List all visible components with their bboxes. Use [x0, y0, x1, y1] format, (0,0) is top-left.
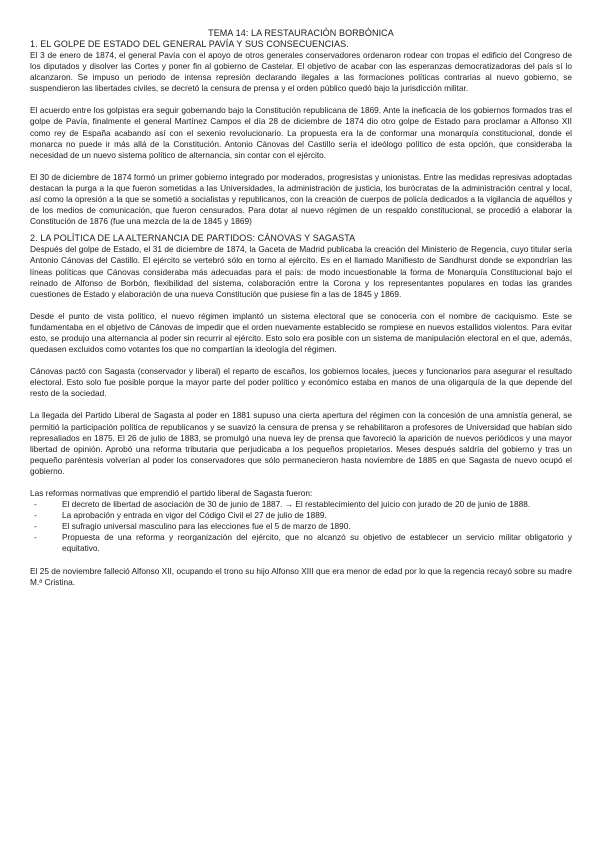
section-2-paragraph-2: Desde el punto de vista político, el nuevo régimen implantó un sistema electoral que se conocería con el nombre de caciquismo. Este se fundamentaba en el objetivo de Cánovas de impedir que el orden nuevamente establecido se rompiese en nuevos estallidos violentos. Para evitar esto, se produjo una alternancia al poder sin recurrir al ejército. Esto solo era posible con un sistema de manipulación electoral en el que, además, quedasen excluidos como votantes los que no compartían la ideología del régimen.: [30, 310, 572, 355]
section-2-list-intro: Las reformas normativas que emprendió el partido liberal de Sagasta fueron:: [30, 488, 313, 498]
closing-paragraph: El 25 de noviembre falleció Alfonso XII, ocupando el trono su hijo Alfonso XIII que era menor de edad por lo que la regencia recayó sobre su madre M.ª Cristina.: [30, 565, 572, 587]
section-1-paragraph-3: El 30 de diciembre de 1874 formó un primer gobierno integrado por moderados, progresistas y unionistas. Entre las medidas represivas adoptadas destacan la purga a la que fueron sometidas a las Universidades, la administración de justicia, los burócratas de la administración central y local, así como la opresión a la que se sometió a socialistas y republicanos, con la creación de cuerpos de policía dedicados a la vigilancia de aquéllos y de los medios de comunicación, que fueron censurados. Para dotar al nuevo régimen de un respaldo constitucional, se procedió a elaborar la Constitución de 1876 (fue una mezcla de la de 1845 y 1869): [30, 171, 572, 227]
list-item: - Propuesta de una reforma y reorganización del ejército, que no alcanzó su objetivo de establecer un servicio militar obligatorio y equitativo.: [30, 532, 572, 554]
document-page: [30, 28, 572, 588]
section-2-heading: 2. LA POLÍTICA DE LA ALTERNANCIA DE PARTIDOS: CÁNOVAS Y SAGASTA: [30, 233, 356, 244]
section-1-heading: 1. EL GOLPE DE ESTADO DEL GENERAL PAVÍA Y SUS CONSECUENCIAS.: [30, 39, 349, 49]
list-item: - La aprobación y entrada en vigor del Código Civil el 27 de julio de 1889.: [30, 510, 572, 521]
list-item: - El decreto de libertad de asociación de 30 de junio de 1887. → El restablecimiento del juicio con jurado de 20 de junio de 1888.: [30, 499, 572, 510]
section-2-paragraph-1: Después del golpe de Estado, el 31 de diciembre de 1874, la Gaceta de Madrid publicaba la creación del Ministerio de Regencia, cuyo titular sería Antonio Cánovas del Castillo. El ejército se vertebró sólo en torno al ejército. Es en el llamado Manifiesto de Sandhurst donde se expondrían las líneas políticas que Cánovas consideraba más adecuadas para el país: de modo incuestionable la forma de Monarquía Constitucional bajo el reinado de Alfonso de Borbón, flexibilidad del sistema, colaboración entre la Corona y los representantes populares en todas las grandes cuestiones de Estado y elaboración de una nueva Constitución que pusiese fin a las de 1845 y 1869.: [30, 244, 572, 299]
reforms-list: [30, 499, 572, 554]
list-item: - El sufragio universal masculino para las elecciones fue el 5 de marzo de 1890.: [30, 521, 572, 532]
section-1-paragraph-2: El acuerdo entre los golpistas era seguir gobernando bajo la Constitución republicana de 1869. Ante la ineficacia de los gobiernos formados tras el golpe de Pavía, finalmente el general Martínez Campos el día 28 de diciembre de 1874 dio otro golpe de Estado para proclamar a Alfonso XII como rey de España acabando así con el sexenio revolucionario. La propuesta era la de conformar una monarquía constitucional, donde el monarca no puede ir más allá de la Constitución. Antonio Cánovas del Castillo sería el ideólogo político de esta opción, que consideraba la necesidad de un nuevo sistema político de alternancia, sin contar con el ejército.: [30, 105, 572, 160]
section-1-paragraph-1: El 3 de enero de 1874, el general Pavía con el apoyo de otros generales conservadores ordenaron rodear con tropas el edificio del Congreso de los diputados y disolver las Cortes y poner fin al gobierno de Castelar. El objetivo de acabar con las esperanzas democratizadoras del país sí lo alcanzaron. Se impuso un periodo de intensa represión declarando ilegales a las formaciones políticas contrarias al nuevo gobierno, se suspendieron las libertades civiles, se decretó la censura de prensa y el orden público quedó bajo la jurisdicción militar.: [30, 50, 572, 94]
section-2-paragraph-3: Cánovas pactó con Sagasta (conservador y liberal) el reparto de escaños, los gobiernos locales, jueces y funcionarios para asegurar el resultado electoral. Esto solo fue posible porque la mayor parte del poder político y económico estaba en manos de una oligarquía de la que depende del resto de la sociedad.: [30, 366, 572, 399]
section-2-paragraph-4: La llegada del Partido Liberal de Sagasta al poder en 1881 supuso una cierta apertura del régimen con la concesión de una amnistía general, se permitió la participación política de republicanos y se suavizó la censura de prensa y se rehabilitaron a profesores de Universidad que habían sido represaliados en 1875. El 26 de julio de 1883, se promulgó una nueva ley de prensa que favoreció la aparición de nuevos periódicos y una mayor libertad de opinión. Aprobó una reforma tributaria que perjudicaba a los pequeños propietarios. Meses después saldría del gobierno y tras un pequeño paréntesis volverían al poder los conservadores que sólo permanecieron hasta noviembre de 1885 en que Sagasta de nuevo ocupó el gobierno.: [30, 410, 572, 476]
document-title: TEMA 14: LA RESTAURACIÓN BORBÓNICA: [208, 28, 394, 38]
